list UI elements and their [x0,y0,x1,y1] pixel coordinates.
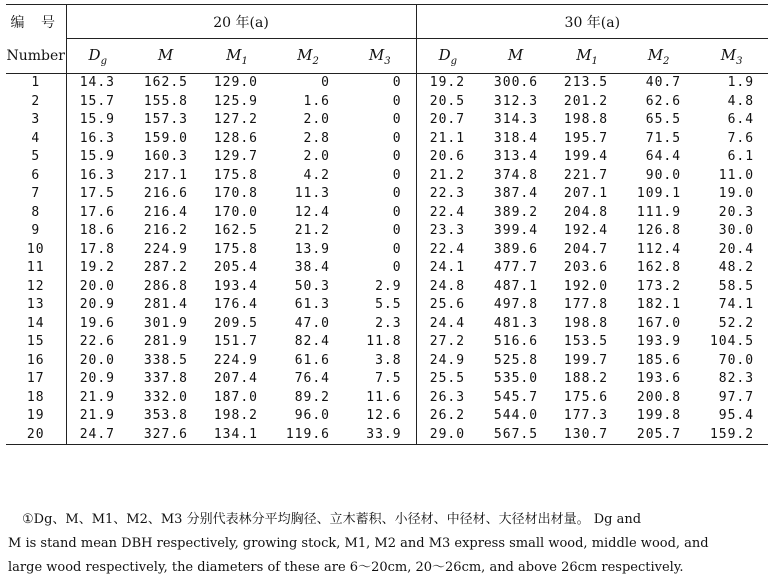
table-cell: 216.4 [143,204,188,220]
table-row [6,370,768,389]
table-cell: 17.8 [79,241,115,257]
table-cell: 61.3 [294,297,330,312]
table-cell: 20.4 [718,241,755,257]
table-cell: 20.5 [429,93,466,109]
table-cell: 21.9 [79,408,115,423]
data-table-container [6,4,768,445]
col-header: $M_1$ [552,39,622,74]
table-cell: 199.4 [563,149,609,164]
row-number-cell: 4 [6,130,66,149]
table-row [6,204,768,223]
table-cell: 20.3 [718,204,755,220]
table-cell: 127.2 [213,112,258,127]
table-cell: 47.0 [294,315,330,331]
table-cell: 22.3 [429,186,466,201]
table-row [6,296,768,315]
table-cell: 185.6 [636,352,682,368]
table-cell: 204.8 [563,204,609,220]
col-header: $D_g$ [66,39,129,74]
table-cell: 207.1 [563,186,609,201]
table-cell: 313.4 [493,149,539,164]
table-cell: 216.6 [143,186,188,201]
table-cell: 203.6 [563,260,609,275]
table-cell: 130.7 [552,426,622,445]
col-header: $M_3$ [344,39,416,74]
table-cell: 0 [344,185,416,204]
table-cell: 52.2 [718,315,755,331]
table-cell: 22.4 [429,241,466,257]
table-cell: 19.0 [718,186,755,201]
table-cell: 29.0 [416,426,479,445]
table-cell: 26.2 [429,408,466,423]
table-row [6,259,768,278]
table-cell: 24.8 [429,278,466,294]
table-cell: 2.3 [344,315,416,334]
table-cell: 48.2 [718,260,755,275]
table-cell: 162.5 [143,75,188,90]
table-cell: 15.9 [79,112,115,127]
table-cell: 104.5 [709,334,755,349]
table-cell: 338.5 [143,352,188,368]
table-cell: 198.2 [213,408,258,423]
table-cell: 16.3 [79,130,115,146]
table-cell: 477.7 [493,260,539,275]
header-row-groups [6,5,768,39]
table-cell: 24.7 [66,426,129,445]
table-cell: 213.5 [563,75,609,90]
table-row [6,407,768,426]
table-cell: 160.3 [143,149,188,164]
table-cell: 389.6 [493,241,539,257]
table-cell: 58.5 [718,278,755,294]
table-cell: 62.6 [645,93,682,109]
id-header-en: Number [6,39,66,74]
table-cell: 12.6 [344,407,416,426]
table-cell: 129.7 [213,149,258,164]
table-cell: 0 [321,75,330,90]
table-cell: 195.7 [563,130,609,146]
table-cell: 5.5 [344,296,416,315]
col-header: $M_1$ [202,39,272,74]
table-cell: 327.6 [129,426,202,445]
table-cell: 0 [344,74,416,93]
table-row [6,426,768,445]
table-cell: 16.3 [79,167,115,183]
row-number-cell: 11 [6,259,66,278]
table-cell: 0 [344,222,416,241]
table-cell: 30.0 [718,223,755,238]
footnote-line-2: M is stand mean DBH respectively, growing stock, M1, M2 and M3 express small wood, middle wood, and [8,536,709,551]
table-cell: 399.4 [493,223,539,238]
table-cell: 0 [344,148,416,167]
table-cell: 0 [344,241,416,260]
table-row [6,389,768,408]
table-cell: 497.8 [493,297,539,312]
table-cell: 20.9 [79,371,115,386]
table-cell: 20.0 [79,278,115,294]
row-number-cell: 18 [6,389,66,408]
table-cell: 175.8 [213,241,258,257]
table-cell: 6.4 [727,112,755,127]
table-cell: 389.2 [493,204,539,220]
table-cell: 544.0 [493,408,539,423]
table-cell: 200.8 [636,389,682,405]
table-cell: 3.8 [344,352,416,371]
table-cell: 301.9 [143,315,188,331]
data-table [6,4,768,445]
table-cell: 204.7 [563,241,609,257]
table-cell: 353.8 [143,408,188,423]
table-cell: 0 [344,204,416,223]
table-cell: 23.3 [429,223,466,238]
table-row [6,130,768,149]
table-cell: 201.2 [563,93,609,109]
row-number-cell: 12 [6,278,66,297]
table-cell: 192.4 [563,223,609,238]
group-header-30y: 30 年(a) [416,5,768,39]
table-body [6,74,768,445]
table-cell: 286.8 [143,278,188,294]
table-cell: 22.4 [429,204,466,220]
table-cell: 0 [344,167,416,186]
table-cell: 170.0 [213,204,258,220]
table-cell: 193.4 [213,278,258,294]
row-number-cell: 7 [6,185,66,204]
table-cell: 209.5 [213,315,258,331]
table-cell: 18.6 [79,223,115,238]
table-cell: 129.0 [213,75,258,90]
table-cell: 300.6 [493,75,539,90]
table-cell: 182.1 [636,297,682,312]
table-cell: 281.4 [143,297,188,312]
table-cell: 40.7 [645,75,682,90]
table-row [6,111,768,130]
table-cell: 198.8 [563,315,609,331]
table-cell: 22.6 [79,334,115,349]
table-cell: 112.4 [636,241,682,257]
table-cell: 188.2 [563,371,609,386]
table-cell: 151.7 [213,334,258,349]
table-cell: 2.9 [344,278,416,297]
table-cell: 318.4 [493,130,539,146]
table-cell: 64.4 [645,149,682,164]
table-cell: 545.7 [493,389,539,405]
table-cell: 199.8 [636,408,682,423]
table-cell: 159.0 [143,130,188,146]
table-cell: 487.1 [493,278,539,294]
table-cell: 21.1 [429,130,466,146]
row-number-cell: 17 [6,370,66,389]
table-cell: 525.8 [493,352,539,368]
table-cell: 17.5 [79,186,115,201]
table-cell: 96.0 [294,408,330,423]
table-cell: 162.5 [213,223,258,238]
table-row [6,185,768,204]
col-header: M [129,39,202,74]
table-cell: 516.6 [493,334,539,349]
table-cell: 177.3 [563,408,609,423]
table-cell: 224.9 [143,241,188,257]
table-cell: 0 [344,111,416,130]
table-cell: 21.2 [294,223,330,238]
table-cell: 25.5 [429,371,466,386]
table-cell: 314.3 [493,112,539,127]
table-cell: 14.3 [79,75,115,90]
table-cell: 109.1 [636,186,682,201]
table-cell: 125.9 [213,93,258,109]
table-cell: 20.9 [79,297,115,312]
table-cell: 312.3 [493,93,539,109]
table-cell: 76.4 [294,371,330,386]
table-cell: 0 [344,130,416,149]
table-cell: 4.8 [727,93,755,109]
table-row [6,167,768,186]
row-number-cell: 13 [6,296,66,315]
table-cell: 155.8 [143,93,188,109]
table-cell: 2.0 [303,112,330,127]
table-cell: 0 [344,259,416,278]
table-cell: 82.4 [294,334,330,349]
table-cell: 33.9 [344,426,416,445]
table-cell: 65.5 [645,112,682,127]
table-row [6,241,768,260]
footnote-line-1: ①Dg、M、M1、M2、M3 分别代表林分平均胸径、立木蓄积、小径材、中径材、大径材出材量。 Dg and [22,512,642,527]
col-header: $M_2$ [272,39,344,74]
row-number-cell: 10 [6,241,66,260]
row-number-cell: 19 [6,407,66,426]
table-cell: 74.1 [718,297,755,312]
table-cell: 21.9 [79,389,115,405]
table-cell: 162.8 [636,260,682,275]
table-cell: 24.4 [429,315,466,331]
table-cell: 128.6 [213,130,258,146]
table-cell: 175.8 [213,167,258,183]
table-cell: 20.7 [429,112,466,127]
table-cell: 7.6 [727,130,755,146]
id-header-cn: 编 号 [6,5,66,39]
table-cell: 38.4 [294,260,330,275]
table-cell: 167.0 [636,315,682,331]
table-cell: 50.3 [294,278,330,294]
col-header: M [479,39,552,74]
table-cell: 205.7 [622,426,695,445]
table-cell: 481.3 [493,315,539,331]
table-cell: 11.8 [344,333,416,352]
table-cell: 176.4 [213,297,258,312]
row-number-cell: 2 [6,93,66,112]
table-cell: 153.5 [563,334,609,349]
table-cell: 24.1 [429,260,466,275]
table-cell: 11.0 [718,167,755,183]
row-number-cell: 14 [6,315,66,334]
table-cell: 2.8 [303,130,330,146]
table-cell: 97.7 [718,389,755,405]
table-row [6,352,768,371]
table-cell: 198.8 [563,112,609,127]
row-number-cell: 1 [6,74,66,93]
table-cell: 170.8 [213,186,258,201]
table-cell: 281.9 [143,334,188,349]
table-cell: 19.2 [429,75,466,90]
table-cell: 157.3 [143,112,188,127]
table-cell: 387.4 [493,186,539,201]
table-cell: 89.2 [294,389,330,405]
col-header: $D_g$ [416,39,479,74]
table-cell: 159.2 [695,426,768,445]
table-cell: 20.6 [429,149,466,164]
table-cell: 82.3 [718,371,755,386]
table-cell: 2.0 [303,149,330,164]
table-row [6,93,768,112]
row-number-cell: 16 [6,352,66,371]
table-cell: 111.9 [636,204,682,220]
table-cell: 221.7 [563,167,609,183]
table-row [6,222,768,241]
table-cell: 7.5 [344,370,416,389]
table-cell: 19.2 [79,260,115,275]
table-cell: 119.6 [272,426,344,445]
col-header: $M_2$ [622,39,695,74]
table-cell: 205.4 [213,260,258,275]
table-cell: 126.8 [636,223,682,238]
col-header: $M_3$ [695,39,768,74]
table-cell: 90.0 [645,167,682,183]
group-header-20y: 20 年(a) [66,5,416,39]
table-cell: 134.1 [202,426,272,445]
table-cell: 11.6 [344,389,416,408]
table-cell: 287.2 [143,260,188,275]
row-number-cell: 5 [6,148,66,167]
row-number-cell: 9 [6,222,66,241]
table-cell: 71.5 [645,130,682,146]
table-cell: 207.4 [213,371,258,386]
table-cell: 61.6 [294,352,330,368]
footnote [8,508,766,580]
table-cell: 192.0 [563,278,609,294]
table-cell: 24.9 [429,352,466,368]
table-cell: 224.9 [213,352,258,368]
table-cell: 535.0 [493,371,539,386]
table-cell: 12.4 [294,204,330,220]
table-cell: 337.8 [143,371,188,386]
table-cell: 21.2 [429,167,466,183]
table-cell: 332.0 [143,389,188,405]
row-number-cell: 8 [6,204,66,223]
table-row [6,278,768,297]
row-number-cell: 20 [6,426,66,445]
table-cell: 175.6 [563,389,609,405]
table-row [6,315,768,334]
table-cell: 17.6 [79,204,115,220]
header-row-columns [6,39,768,74]
table-cell: 19.6 [79,315,115,331]
table-cell: 95.4 [718,408,755,423]
table-cell: 6.1 [727,149,755,164]
table-cell: 1.9 [727,75,755,90]
table-row [6,148,768,167]
table-cell: 27.2 [429,334,466,349]
table-cell: 26.3 [429,389,466,405]
table-cell: 11.3 [294,186,330,201]
table-cell: 0 [344,93,416,112]
table-cell: 13.9 [294,241,330,257]
table-cell: 177.8 [563,297,609,312]
table-cell: 1.6 [303,93,330,109]
table-cell: 15.7 [79,93,115,109]
table-cell: 25.6 [429,297,466,312]
table-cell: 199.7 [563,352,609,368]
table-cell: 216.2 [143,223,188,238]
table-cell: 15.9 [79,149,115,164]
table-cell: 217.1 [143,167,188,183]
table-cell: 193.9 [636,334,682,349]
table-cell: 173.2 [636,278,682,294]
table-cell: 4.2 [303,167,330,183]
table-cell: 20.0 [79,352,115,368]
table-row [6,74,768,93]
table-row [6,333,768,352]
footnote-line-3: large wood respectively, the diameters of these are 6～20cm, 20～26cm, and above 26cm respectively. [8,560,684,575]
table-cell: 374.8 [493,167,539,183]
row-number-cell: 15 [6,333,66,352]
table-cell: 187.0 [213,389,258,405]
row-number-cell: 3 [6,111,66,130]
row-number-cell: 6 [6,167,66,186]
table-cell: 193.6 [636,371,682,386]
table-cell: 70.0 [718,352,755,368]
table-cell: 567.5 [479,426,552,445]
